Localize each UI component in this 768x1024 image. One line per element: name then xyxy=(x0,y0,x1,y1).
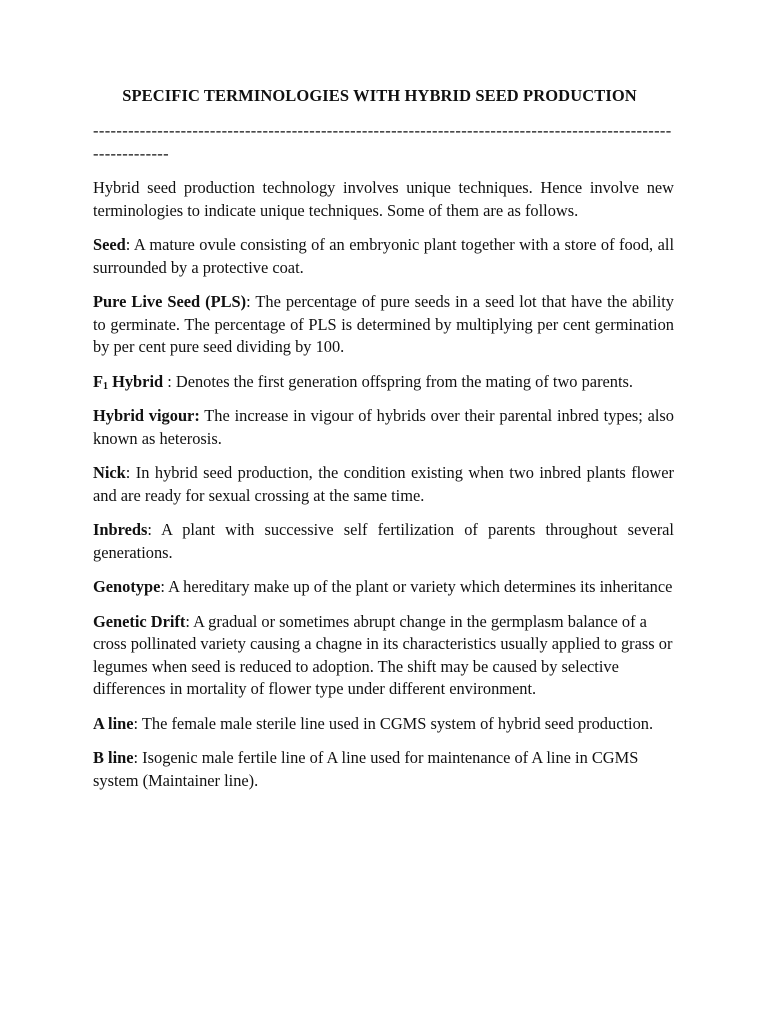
document-title: SPECIFIC TERMINOLOGIES WITH HYBRID SEED PRODUCTION xyxy=(122,86,637,105)
term-prefix: F xyxy=(93,371,104,391)
definition-term: Seed xyxy=(93,235,126,254)
definition-pls xyxy=(93,291,674,359)
definition-term: Genetic Drift xyxy=(93,611,186,631)
intro-paragraph: Hybrid seed production technology involves unique techniques. Hence involve new terminologies to indicate unique techniques. Some of them are as follows. xyxy=(93,178,674,220)
definition-genetic-drift xyxy=(93,611,674,701)
definition-text: : A mature ovule consisting of an embryonic plant together with a store of food, all surrounded by a protective coat. xyxy=(93,235,674,277)
definition-text: : Denotes the first generation offspring from the mating of two parents. xyxy=(163,371,634,391)
definition-f1-hybrid xyxy=(93,371,674,394)
term-subscript: 1 xyxy=(103,380,109,392)
definition-term: B line xyxy=(93,748,134,767)
document-page xyxy=(93,86,674,804)
definition-term: A line xyxy=(93,713,134,733)
definition-term: Inbreds xyxy=(93,520,148,539)
definition-b-line xyxy=(93,747,674,792)
definition-seed xyxy=(93,234,674,279)
definition-genotype xyxy=(93,576,674,599)
definition-text: The increase in vigour of hybrids over their parental inbred types; also known as heterosis. xyxy=(93,406,675,448)
dashed-separator: ---------------------------------------------------------------------------------------------------------------- xyxy=(93,121,672,163)
definition-inbreds xyxy=(93,519,674,564)
definition-nick xyxy=(93,462,674,507)
definition-term: Pure Live Seed (PLS) xyxy=(93,292,247,311)
definition-term: Genotype xyxy=(93,577,161,596)
definition-term: Hybrid vigour: xyxy=(93,406,200,425)
definition-text: : The percentage of pure seeds in a seed lot that have the ability to germinate. The percentage of PLS is determined by multiplying per cent germination by per cent pure seed dividing by 100. xyxy=(93,292,675,356)
definition-hybrid-vigour xyxy=(93,405,674,450)
definition-text: : A gradual or sometimes abrupt change in the germplasm balance of a cross pollinated variety causing a chagne in its characteristics usually applied to grass or legumes when seed is reduced to adoption. The shift may be caused by selective differences in mortality of flower type under different environment. xyxy=(93,611,673,698)
term-suffix: Hybrid xyxy=(108,371,164,391)
definition-a-line xyxy=(93,713,674,736)
definition-text: : A plant with successive self fertilization of parents throughout several generations. xyxy=(93,520,674,562)
definition-text: : In hybrid seed production, the condition existing when two inbred plants flower and are ready for sexual crossing at the same time. xyxy=(93,463,674,505)
definition-term: Nick xyxy=(93,463,126,482)
definition-text: : Isogenic male fertile line of A line used for maintenance of A line in CGMS system (Maintainer line). xyxy=(93,748,639,790)
definition-text: : A hereditary make up of the plant or variety which determines its inheritance xyxy=(160,577,673,596)
definition-term xyxy=(93,372,163,391)
definition-text: : The female male sterile line used in CGMS system of hybrid seed production. xyxy=(133,713,654,733)
